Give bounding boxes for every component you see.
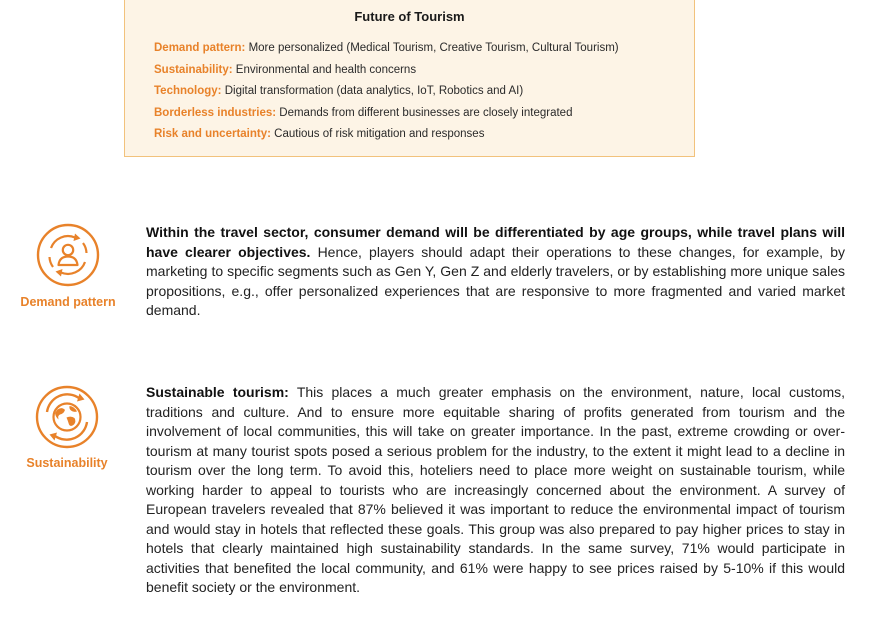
summary-item-key: Sustainability: xyxy=(154,63,233,76)
summary-item-value: Digital transformation (data analytics, IoT, Robotics and AI) xyxy=(221,85,524,97)
section-body: This places a much greater emphasis on the environment, nature, local customs, traditions and culture. And to ensure more equitable sharing of profits generated from tourism and the involvement of local communities, this will take on greater importance. In the past, extreme crowding or over-tourism at many tourist spots posed a serious problem for the industry, to the extent it might lead to a decline in tourism over the long term. To avoid this, hoteliers need to place more weight on sustainable tourism, while working harder to appeal to tourists who are increasingly concerned about the environment. A survey of European travelers revealed that 87% believed it was important to reduce the environmental impact of tourism and would stay in hotels that reflected these goals. This group was also prepared to pay higher prices to stay in hotels that clearly maintained high sustainability standards. In the same survey, 71% would participate in activities that benefited the local community, and 61% were happy to see prices raised by 5-10% if this would benefit society or the environment. xyxy=(146,384,846,595)
summary-item-borderless-industries xyxy=(154,103,619,125)
summary-item-demand-pattern xyxy=(154,38,619,60)
summary-list xyxy=(154,38,619,146)
summary-item-value: Cautious of risk mitigation and responses xyxy=(270,128,485,140)
section-text-sustainability xyxy=(146,383,845,598)
section-text-demand-pattern xyxy=(146,223,845,321)
section-body: Hence, players should adapt their operations to these changes, for example, by marketing to specific segments such as Gen Y, Gen Z and elderly travelers, or by establishing more unique sales propositions, e.g., offer personalized experiences that are responsive to more fragmented and varied market demand. xyxy=(146,243,845,318)
summary-item-key: Borderless industries: xyxy=(154,106,277,119)
summary-item-key: Risk and uncertainty: xyxy=(154,128,271,140)
section-label-demand-pattern: Demand pattern xyxy=(20,295,116,309)
section-lead: Within the travel sector, consumer demand will be differentiated by age groups, while travel plans will have clearer objectives. xyxy=(146,224,845,260)
section-lead: Sustainable tourism: xyxy=(146,384,289,400)
person-cycle-icon xyxy=(35,222,101,288)
summary-item-sustainability xyxy=(154,60,619,82)
future-of-tourism-box xyxy=(124,0,695,157)
summary-item-value: Demands from different businesses are closely integrated xyxy=(276,106,573,119)
summary-item-key: Demand pattern: xyxy=(154,42,246,54)
summary-item-risk-and-uncertainty xyxy=(154,124,619,146)
summary-item-value: Environmental and health concerns xyxy=(232,63,417,76)
summary-item-value: More personalized (Medical Tourism, Creative Tourism, Cultural Tourism) xyxy=(245,42,619,54)
summary-title: Future of Tourism xyxy=(354,9,465,24)
recycle-globe-icon xyxy=(34,384,100,450)
summary-item-technology xyxy=(154,81,619,103)
summary-item-key: Technology: xyxy=(154,85,222,97)
section-label-sustainability: Sustainability xyxy=(26,456,108,470)
